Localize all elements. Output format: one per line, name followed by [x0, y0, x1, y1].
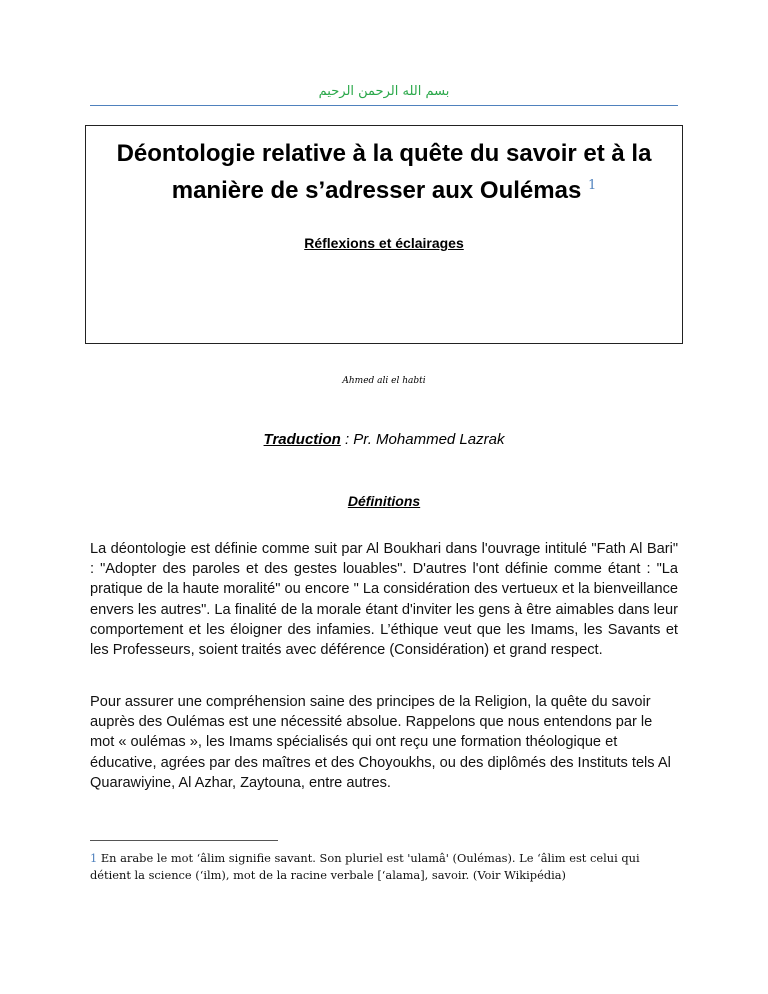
basmala-header: بسم الله الرحمن الرحيم: [318, 84, 450, 99]
footnote-text: En arabe le mot ‘âlim signifie savant. Son pluriel est 'ulamâ' (Oulémas). Le ‘âlim est celui qui détient la science (‘ilm), mot de la racine verbale [‘alama], savoir. (Voir Wikipédia): [90, 851, 640, 883]
footnote: [90, 850, 678, 884]
section-heading-definitions: Définitions: [347, 493, 421, 509]
translation-label: Traduction: [263, 431, 341, 448]
body-paragraph: La déontologie est définie comme suit par Al Boukhari dans l'ouvrage intitulé "Fath Al Bari" : "Adopter des paroles et des gestes louables". D'autres l'ont définie comme étant : "La pratique de la haute moralité" ou encore " La considération des vertueux et la bienveillance envers les autres". La finalité de la morale étant d'inviter les gens à être aimables dans leur comportement et les éloigner des infamies. L’éthique veut que les Imams, les Savants et les Professeurs, soient traités avec déférence (Considération) et grand respect.: [90, 541, 678, 659]
translation-credit: [0, 431, 768, 448]
document-title: [86, 138, 682, 207]
body-paragraph: Pour assurer une compréhension saine des principes de la Religion, la quête du savoir auprès des Oulémas est une nécessité absolue. Rappelons que nous entendons par le mot « oulémas », les Imams spécialisés qui ont reçu une formation théologique et éducative, agrées par des maîtres et des Choyoukhs, ou des diplômés des Instituts tels Al Quarawiyine, Al Azhar, Zaytouna, entre autres.: [90, 694, 671, 791]
footnote-reference[interactable]: 1: [587, 178, 597, 193]
title-box: [85, 125, 683, 344]
footnote-divider: [90, 840, 278, 841]
header-divider: [90, 105, 678, 106]
footnote-number: 1: [90, 851, 98, 865]
document-subtitle: Réflexions et éclairages: [304, 235, 464, 251]
document-title-text: Déontologie relative à la quête du savoir et à la manière de s’adresser aux Oulémas: [116, 140, 652, 204]
translator-name: : Pr. Mohammed Lazrak: [340, 431, 505, 448]
author-name: Ahmed ali el habti: [342, 376, 426, 386]
